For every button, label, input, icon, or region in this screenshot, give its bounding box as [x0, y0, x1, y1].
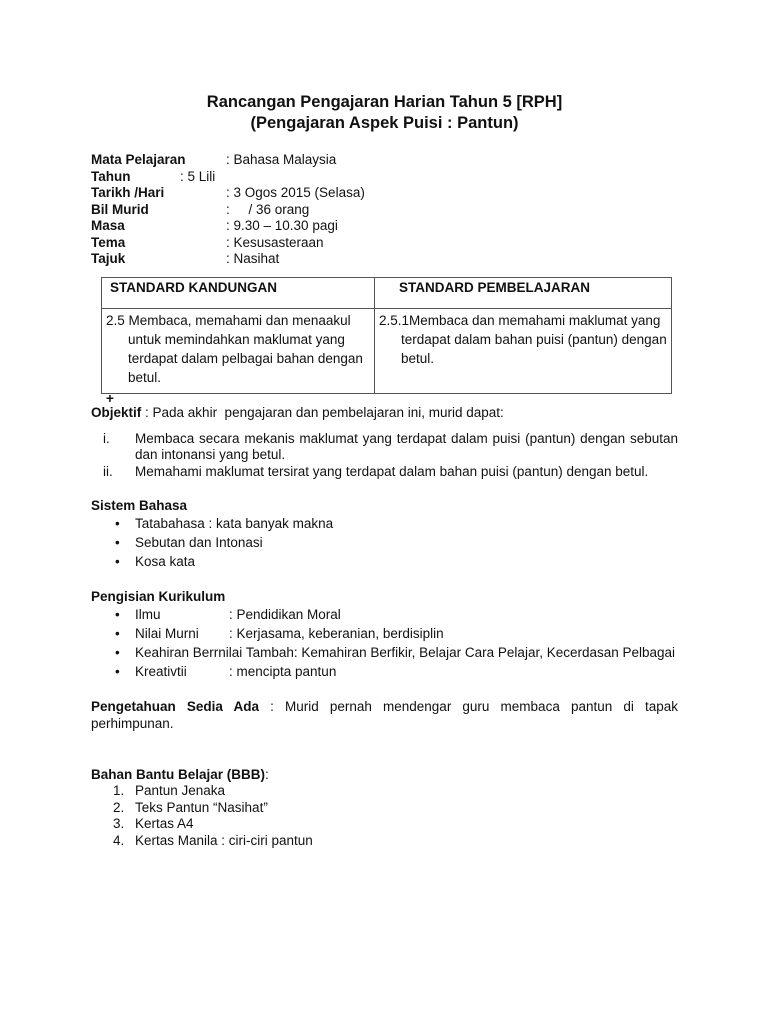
document-title: Rancangan Pengajaran Harian Tahun 5 [RPH] — [206, 93, 563, 111]
bullet-icon: • — [115, 645, 120, 660]
prior-knowledge — [91, 698, 682, 732]
meta-value: : Kesusasteraan — [226, 234, 324, 250]
list-item: • Keahiran Berrnilai Tambah: Kemahiran Berfikir, Belajar Cara Pelajar, Kecerdasan Pelbagai — [91, 643, 678, 662]
section-heading-language-system: Sistem Bahasa — [91, 498, 188, 513]
list-item: • Kosa kata — [91, 552, 678, 571]
list-item: • Kreativtii : mencipta pantun — [91, 662, 678, 681]
meta-row-students — [91, 202, 678, 219]
table-cell-content-standard: 2.5 Membaca, memahami dan menaakul untuk memindahkan maklumat yang terdapat dalam pelbagai bahan dengan betul. — [102, 308, 375, 393]
plus-mark: + — [106, 390, 114, 406]
meta-key: Masa — [91, 218, 125, 233]
objective-text: : Pada akhir pengajaran dan pembelajaran ini, murid dapat: — [141, 404, 504, 420]
list-item: 2. Teks Pantun “Nasihat” — [113, 799, 268, 815]
meta-key: Tarikh /Hari — [91, 185, 165, 200]
meta-value: : Bahasa Malaysia — [226, 152, 337, 167]
meta-value: : 3 Ogos 2015 (Selasa) — [226, 185, 365, 200]
document-page — [91, 92, 682, 849]
bullet-icon: • — [115, 535, 120, 550]
bullet-icon: • — [115, 626, 120, 641]
list-item: i. Membaca secara mekanis maklumat yang terdapat dalam puisi (pantun) dengan sebutan dan intonansi yang betul. — [103, 430, 678, 462]
meta-row-subject — [91, 152, 678, 169]
list-item: • Nilai Murni : Kerjasama, keberanian, berdisiplin — [91, 624, 678, 643]
objective-label: Objektif — [91, 404, 142, 420]
meta-key: Tahun — [91, 168, 131, 184]
teaching-aids-list — [91, 783, 678, 849]
objective-line — [91, 404, 678, 421]
meta-value: : Nasihat — [226, 251, 280, 266]
meta-key: Tema — [91, 234, 126, 250]
list-item: • Ilmu : Pendidikan Moral — [91, 605, 678, 624]
list-item: ii. Memahami maklumat tersirat yang terdapat dalam bahan puisi (pantun) dengan betul. — [103, 463, 649, 479]
list-item: • Sebutan dan Intonasi — [91, 533, 678, 552]
table-header-content-standard: STANDARD KANDUNGAN — [102, 277, 375, 308]
bullet-icon: • — [115, 607, 120, 622]
meta-row-year — [91, 169, 678, 186]
section-heading-teaching-aids: Bahan Bantu Belajar (BBB): — [91, 767, 269, 782]
language-system-list — [91, 514, 678, 571]
list-item: 4. Kertas Manila : ciri-ciri pantun — [113, 832, 313, 848]
meta-key: Tajuk — [91, 251, 126, 266]
standards-table — [101, 277, 672, 394]
meta-value: : / 36 orang — [226, 201, 310, 217]
meta-row-topic — [91, 251, 678, 268]
meta-value: : 5 Lili — [180, 168, 216, 184]
objective-list — [91, 431, 678, 481]
curriculum-list — [91, 605, 678, 681]
table-cell-learning-standard: 2.5.1Membaca dan memahami maklumat yang terdapat dalam bahan puisi (pantun) dengan betul. — [375, 308, 672, 393]
meta-row-date — [91, 185, 678, 202]
list-item: • Tatabahasa : kata banyak makna — [91, 514, 678, 533]
meta-value: : 9.30 – 10.30 pagi — [226, 218, 338, 233]
meta-key: Mata Pelajaran — [91, 152, 186, 167]
meta-row-time — [91, 218, 678, 235]
lesson-metadata — [91, 152, 678, 268]
meta-key: Bil Murid — [91, 201, 149, 217]
list-item: 1. Pantun Jenaka — [113, 783, 226, 798]
bullet-icon: • — [115, 516, 120, 531]
bullet-icon: • — [115, 664, 120, 679]
prior-knowledge-text: : Murid pernah mendengar guru membaca pantun di tapak perhimpunan. — [91, 699, 682, 731]
bullet-icon: • — [115, 554, 120, 569]
document-subtitle: (Pengajaran Aspek Puisi : Pantun) — [250, 114, 519, 132]
table-header-learning-standard: STANDARD PEMBELAJARAN — [375, 277, 672, 308]
meta-row-theme — [91, 235, 678, 252]
list-item: 3. Kertas A4 — [113, 816, 194, 831]
prior-knowledge-label: Pengetahuan Sedia Ada — [91, 699, 260, 714]
section-heading-curriculum: Pengisian Kurikulum — [91, 589, 226, 604]
